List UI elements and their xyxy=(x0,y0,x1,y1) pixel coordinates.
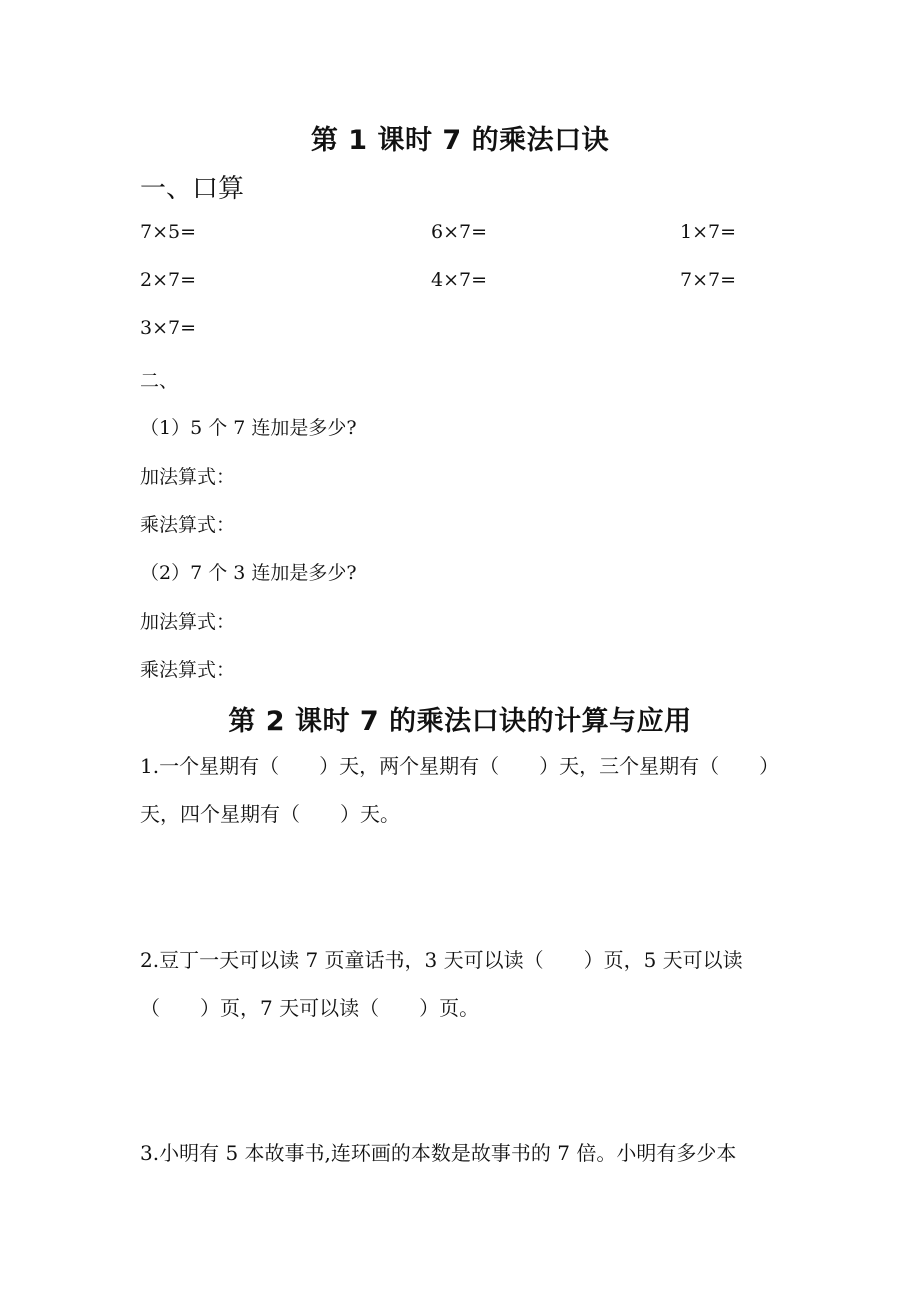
q2-addition-label: 加法算式： xyxy=(140,611,236,633)
calc-item: 4×7= xyxy=(431,269,488,291)
calc-item: 7×7= xyxy=(680,269,737,291)
calc-item: 1×7= xyxy=(680,221,737,243)
problem-3-line-1: 3.小明有 5 本故事书,连环画的本数是故事书的 7 倍。小明有多少本 xyxy=(140,1141,737,1165)
calc-item: 3×7= xyxy=(140,317,197,339)
problem-1-line-2: 天，四个星期有（ ）天。 xyxy=(140,802,400,826)
section2-heading: 二、 xyxy=(140,370,179,392)
q2-multiplication-label: 乘法算式： xyxy=(140,659,236,681)
calc-item: 6×7= xyxy=(431,221,488,243)
problem-1-line-1: 1.一个星期有（ ）天，两个星期有（ ）天，三个星期有（ ） xyxy=(140,754,780,778)
lesson2-title: 第 2 课时 7 的乘法口诀的计算与应用 xyxy=(228,706,692,737)
question-1: （1）5 个 7 连加是多少? xyxy=(140,417,357,439)
calc-item: 2×7= xyxy=(140,269,197,291)
section1-heading: 一、口算 xyxy=(140,174,245,204)
problem-2-line-2: （ ）页，7 天可以读（ ）页。 xyxy=(140,996,480,1020)
q1-addition-label: 加法算式： xyxy=(140,466,236,488)
calc-item: 7×5= xyxy=(140,221,197,243)
q1-multiplication-label: 乘法算式： xyxy=(140,514,236,536)
problem-2-line-1: 2.豆丁一天可以读 7 页童话书，3 天可以读（ ）页，5 天可以读 xyxy=(140,948,743,972)
question-2: （2）7 个 3 连加是多少? xyxy=(140,562,357,584)
lesson1-title: 第 1 课时 7 的乘法口诀 xyxy=(310,125,610,156)
